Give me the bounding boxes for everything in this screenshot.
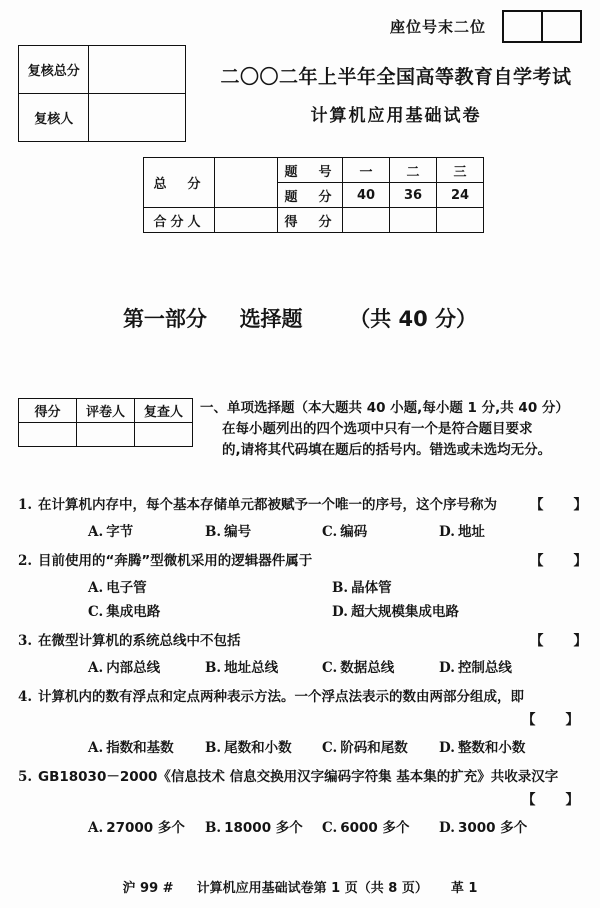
option-text: 数据总线 xyxy=(340,660,395,676)
instructions-line-2: 在每小题列出的四个选项中只有一个是符合题目要求 xyxy=(222,421,533,437)
option-key: C. xyxy=(322,740,338,756)
seat-number-box xyxy=(502,10,582,43)
review-person-label: 复核人 xyxy=(19,94,89,142)
option-key: B. xyxy=(332,580,349,596)
option-text: 内部总线 xyxy=(106,660,161,676)
part-heading-name: 选择题 xyxy=(239,307,303,331)
score-cell: 40 xyxy=(343,183,390,208)
option-text: 指数和基数 xyxy=(106,740,174,756)
option-text: 地址总线 xyxy=(224,660,279,676)
option-text: 集成电路 xyxy=(106,604,161,620)
score-row-header-points: 题 分 xyxy=(278,183,343,208)
seat-number-label: 座位号末二位 xyxy=(390,18,487,36)
option-a[interactable] xyxy=(88,656,205,680)
option-list xyxy=(18,816,588,840)
question-list xyxy=(18,494,588,846)
score-row-header-obtained: 得 分 xyxy=(278,208,343,233)
option-a[interactable] xyxy=(88,520,205,544)
question-item xyxy=(18,630,588,680)
option-b[interactable] xyxy=(205,816,322,840)
question-item xyxy=(18,766,588,840)
question-number: 2. xyxy=(18,553,33,569)
score-cell: 36 xyxy=(390,183,437,208)
question-item xyxy=(18,550,588,624)
option-text: 编号 xyxy=(224,524,252,540)
option-row xyxy=(88,600,588,624)
option-text: 晶体管 xyxy=(351,580,392,596)
option-c[interactable] xyxy=(322,736,439,760)
score-cell: 三 xyxy=(437,158,484,183)
option-d[interactable] xyxy=(332,600,576,624)
instructions-line-3: 的,请将其代码填在题后的括号内。错选或未选均无分。 xyxy=(222,442,552,458)
option-text: 地址 xyxy=(457,524,485,540)
question-text: 在计算机内存中，每个基本存储单元都被赋予一个唯一的序号，这个序号称为 xyxy=(38,497,497,513)
option-a[interactable] xyxy=(88,816,205,840)
answer-bracket[interactable]: 【 】 xyxy=(530,497,588,513)
option-key: D. xyxy=(439,524,455,540)
question-stem xyxy=(18,550,588,572)
page-footer xyxy=(0,877,600,896)
score-cell[interactable] xyxy=(390,208,437,233)
score-sum-person-value[interactable] xyxy=(215,208,278,233)
question-text: 目前使用的“奔腾”型微机采用的逻辑器件属于 xyxy=(38,553,313,569)
option-key: A. xyxy=(88,820,104,836)
question-text: GB18030－2000《信息技术 信息交换用汉字编码字符集 基本集的扩充》共收录汉字 xyxy=(38,769,559,785)
option-d[interactable] xyxy=(439,816,556,840)
question-number: 1. xyxy=(18,497,33,513)
score-sum-person-label: 合分人 xyxy=(144,208,215,233)
table-row xyxy=(19,46,186,94)
seat-number-cell-1[interactable] xyxy=(504,12,541,41)
grade-header-reviewer: 复查人 xyxy=(135,399,193,423)
footer-page-info: 计算机应用基础试卷第 1 页（共 8 页） xyxy=(196,881,428,896)
option-text: 编码 xyxy=(340,524,368,540)
option-list xyxy=(18,520,588,544)
footer-code: 沪 99 # xyxy=(122,881,174,896)
option-key: C. xyxy=(322,660,338,676)
seat-number-block xyxy=(390,10,582,43)
grade-header-score: 得分 xyxy=(19,399,77,423)
question-number: 4. xyxy=(18,689,33,705)
grade-header-marker: 评卷人 xyxy=(77,399,135,423)
option-key: B. xyxy=(205,524,222,540)
section-instructions xyxy=(200,398,596,461)
exam-title: 二〇〇二年上半年全国高等教育自学考试 xyxy=(220,66,572,88)
option-row xyxy=(88,576,588,600)
option-text: 6000 多个 xyxy=(340,820,410,836)
part-heading xyxy=(0,303,600,333)
option-text: 27000 多个 xyxy=(106,820,185,836)
answer-bracket[interactable]: 【 】 xyxy=(522,712,580,728)
question-item xyxy=(18,494,588,544)
option-key: B. xyxy=(205,660,222,676)
option-d[interactable] xyxy=(439,656,556,680)
score-table xyxy=(143,157,484,233)
seat-number-cell-2[interactable] xyxy=(541,12,580,41)
score-cell: 二 xyxy=(390,158,437,183)
option-key: D. xyxy=(439,660,455,676)
table-row xyxy=(144,208,484,233)
table-row xyxy=(144,158,484,183)
option-c[interactable] xyxy=(322,816,439,840)
option-text: 18000 多个 xyxy=(224,820,303,836)
option-text: 控制总线 xyxy=(457,660,512,676)
score-cell[interactable] xyxy=(343,208,390,233)
option-c[interactable] xyxy=(88,600,332,624)
option-list xyxy=(18,656,588,680)
option-key: D. xyxy=(439,820,455,836)
option-key: A. xyxy=(88,580,104,596)
title-block xyxy=(196,62,596,126)
option-b[interactable] xyxy=(205,656,322,680)
question-stem xyxy=(18,766,588,812)
review-total-value[interactable] xyxy=(89,46,186,94)
option-key: D. xyxy=(439,740,455,756)
option-c[interactable] xyxy=(322,656,439,680)
exam-subject-title: 计算机应用基础试卷 xyxy=(310,106,482,126)
part-heading-score: （共 40 分） xyxy=(349,307,478,331)
option-key: D. xyxy=(332,604,348,620)
score-cell: 一 xyxy=(343,158,390,183)
option-list xyxy=(18,736,588,760)
review-person-value[interactable] xyxy=(89,94,186,142)
option-text: 超大规模集成电路 xyxy=(350,604,459,620)
option-key: B. xyxy=(205,740,222,756)
question-number: 5. xyxy=(18,769,33,785)
option-c[interactable] xyxy=(322,520,439,544)
score-cell: 24 xyxy=(437,183,484,208)
part-heading-part: 第一部分 xyxy=(122,307,207,331)
table-row xyxy=(19,423,193,447)
option-text: 字节 xyxy=(106,524,134,540)
option-d[interactable] xyxy=(439,736,556,760)
grade-value-marker[interactable] xyxy=(77,423,135,447)
option-text: 尾数和小数 xyxy=(224,740,292,756)
score-total-label: 总 分 xyxy=(144,158,215,208)
option-text: 整数和小数 xyxy=(457,740,526,756)
option-key: C. xyxy=(88,604,104,620)
option-b[interactable] xyxy=(332,576,576,600)
question-text: 在微型计算机的系统总线中不包括 xyxy=(38,633,241,649)
grade-value-score[interactable] xyxy=(19,423,77,447)
question-stem xyxy=(18,630,588,652)
answer-bracket[interactable]: 【 】 xyxy=(522,792,580,808)
option-key: A. xyxy=(88,740,104,756)
score-total-value[interactable] xyxy=(215,158,278,208)
option-key: C. xyxy=(322,524,338,540)
answer-bracket[interactable]: 【 】 xyxy=(530,633,588,649)
option-a[interactable] xyxy=(88,736,205,760)
option-text: 电子管 xyxy=(106,580,147,596)
option-text: 阶码和尾数 xyxy=(340,740,408,756)
grade-value-reviewer[interactable] xyxy=(135,423,193,447)
option-key: A. xyxy=(88,524,104,540)
option-key: A. xyxy=(88,660,104,676)
option-key: C. xyxy=(322,820,338,836)
question-number: 3. xyxy=(18,633,33,649)
option-key: B. xyxy=(205,820,222,836)
option-text: 3000 多个 xyxy=(457,820,528,836)
option-list xyxy=(18,576,588,624)
option-a[interactable] xyxy=(88,576,332,600)
review-table xyxy=(18,45,186,142)
instructions-line-1: 一、单项选择题（本大题共 40 小题,每小题 1 分,共 40 分） xyxy=(200,400,569,416)
score-row-header-number: 题 号 xyxy=(278,158,343,183)
question-text: 计算机内的数有浮点和定点两种表示方法。一个浮点法表示的数由两部分组成，即 xyxy=(38,689,524,705)
question-stem xyxy=(18,494,588,516)
question-item xyxy=(18,686,588,760)
table-row xyxy=(19,399,193,423)
option-b[interactable] xyxy=(205,736,322,760)
footer-suffix: 革 1 xyxy=(450,881,478,896)
score-cell[interactable] xyxy=(437,208,484,233)
answer-bracket[interactable]: 【 】 xyxy=(530,553,588,569)
option-b[interactable] xyxy=(205,520,322,544)
table-row xyxy=(19,94,186,142)
review-total-label: 复核总分 xyxy=(19,46,89,94)
option-d[interactable] xyxy=(439,520,556,544)
question-stem xyxy=(18,686,588,732)
grading-table xyxy=(18,398,193,447)
